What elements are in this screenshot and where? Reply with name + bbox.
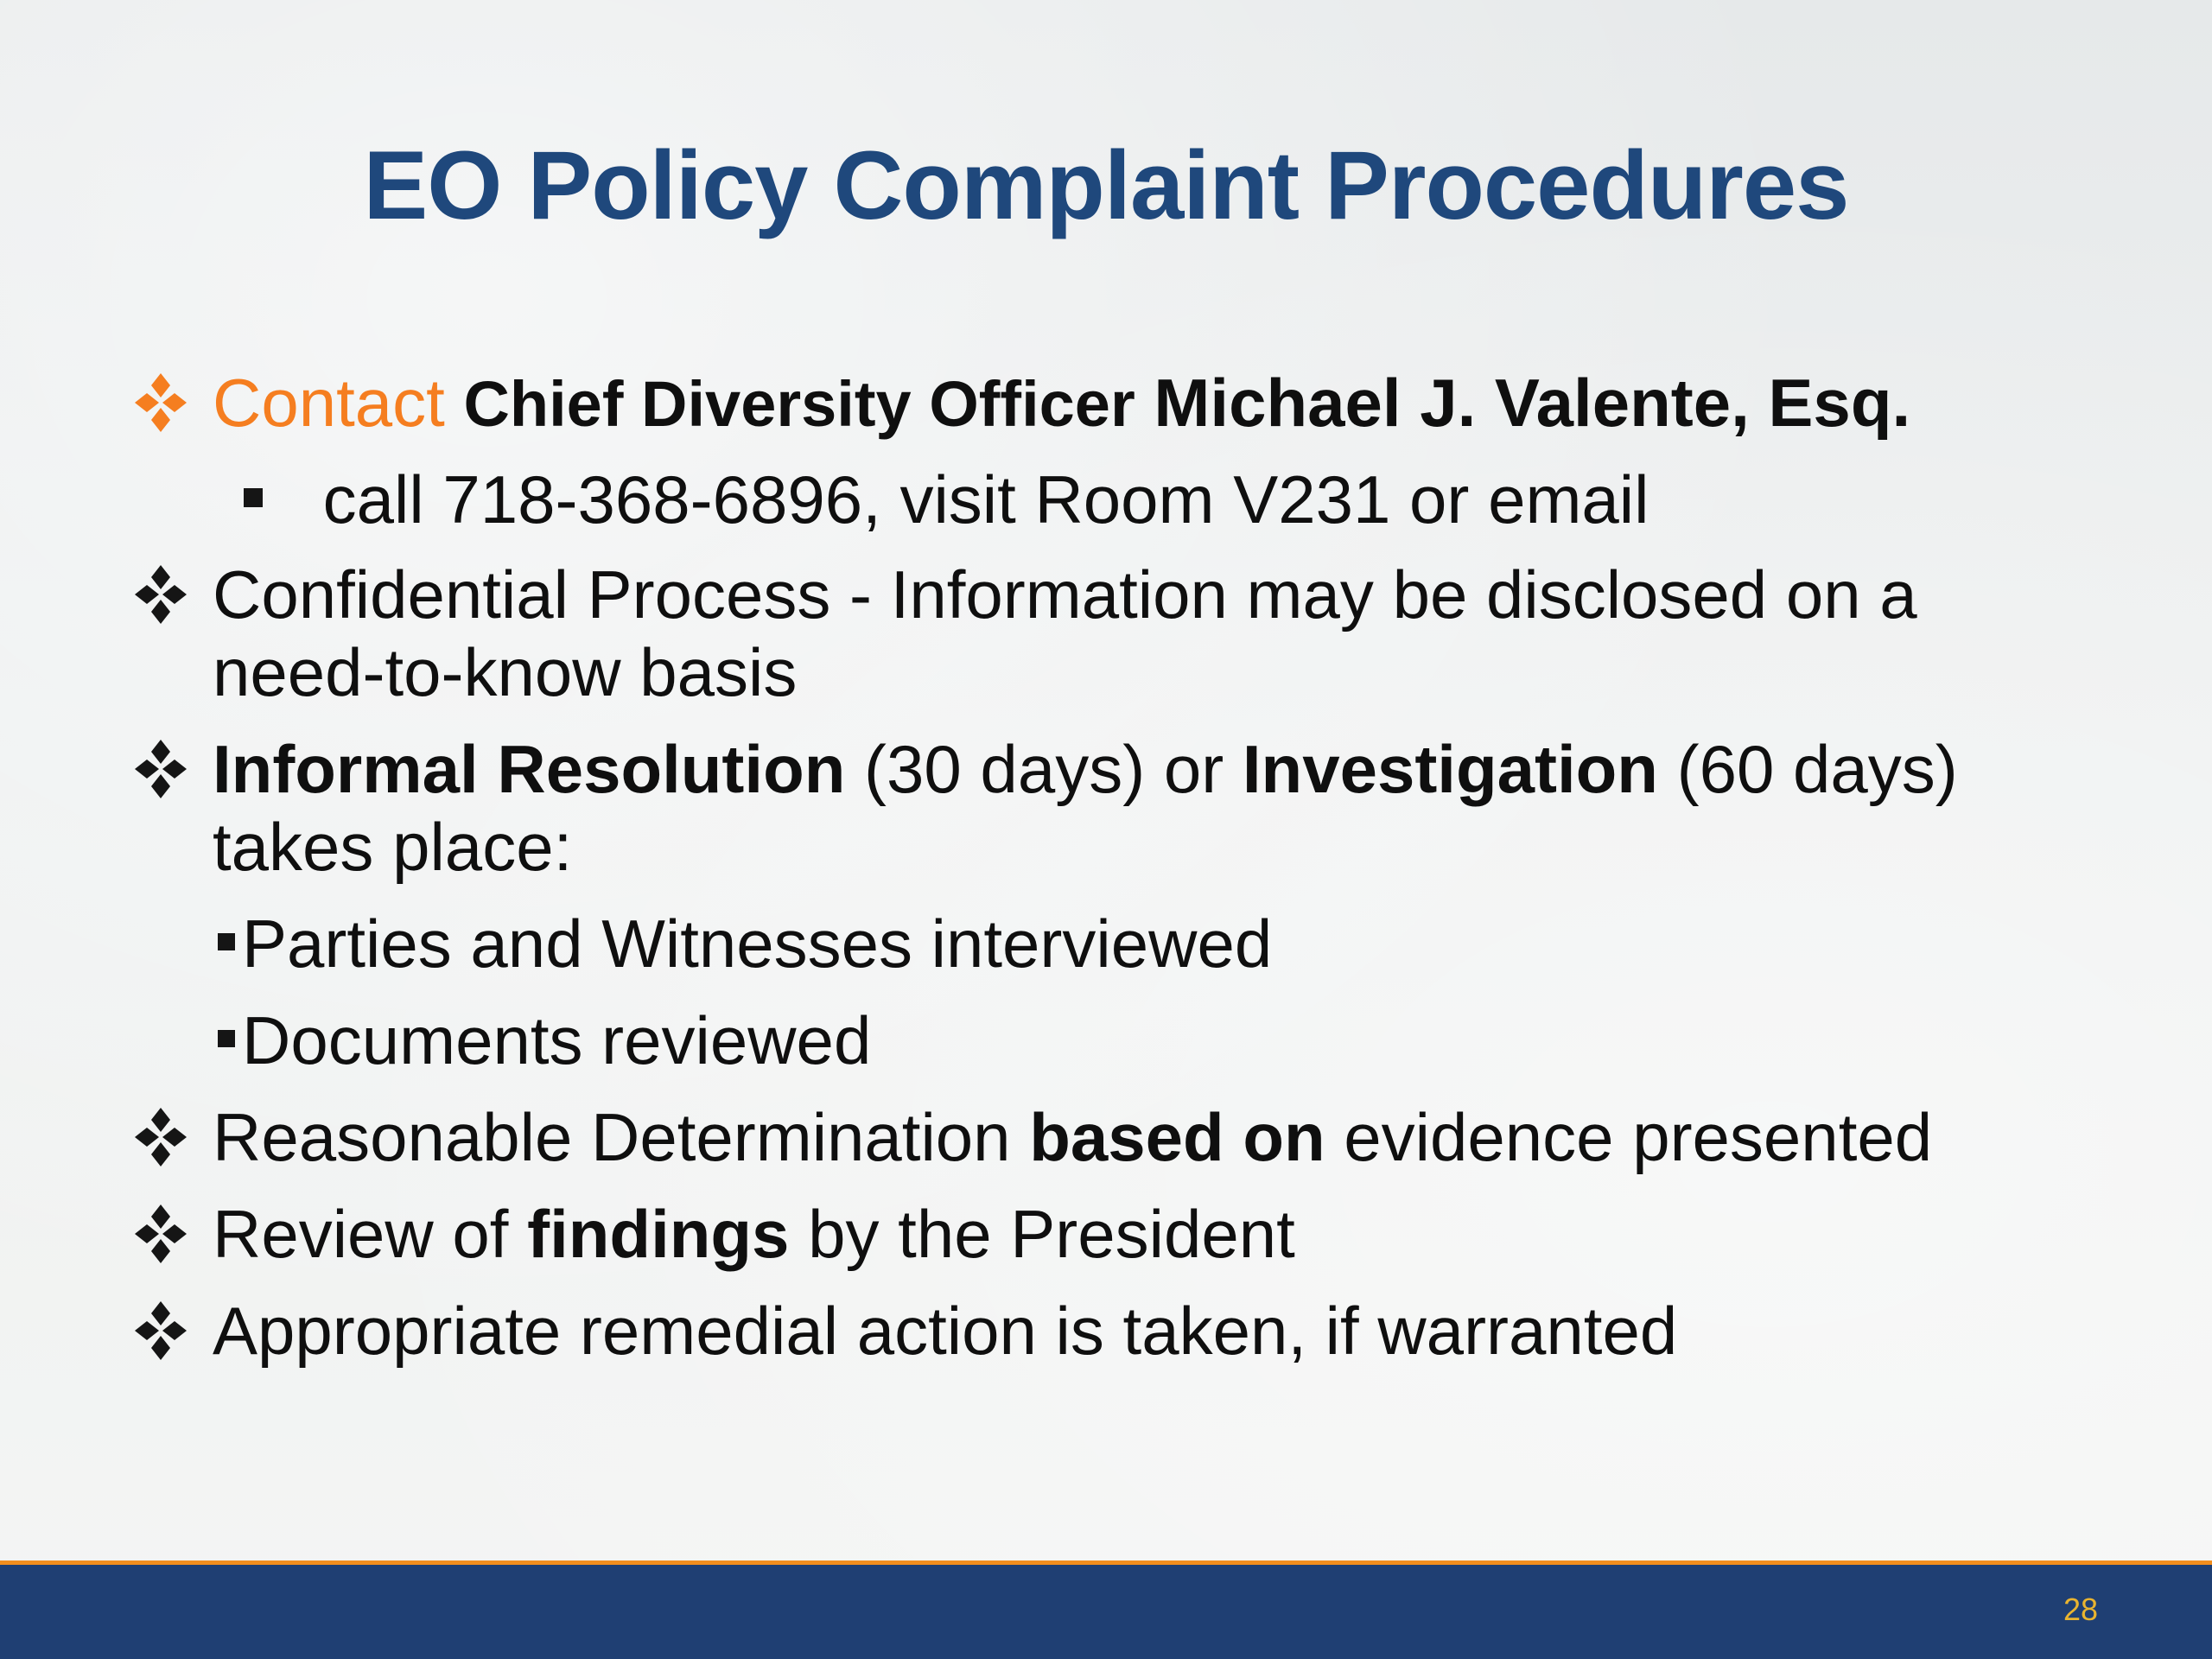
documents-text: Documents reviewed [242, 1002, 872, 1078]
four-diamond-icon [130, 368, 192, 437]
determination-post: evidence presented [1325, 1099, 1933, 1175]
four-diamond-icon [130, 1199, 192, 1268]
four-diamond-icon [130, 734, 192, 804]
confidential-line2: need-to-know basis [213, 634, 798, 710]
informal-resolution: Informal Resolution [213, 731, 846, 807]
contact-details: call 718-368-6896, visit Room V231 or email [322, 461, 1649, 537]
sub-bullet-contact [244, 460, 2100, 539]
parties-text: Parties and Witnesses interviewed [242, 906, 1273, 982]
slide-title: EO Policy Complaint Procedures [363, 131, 1849, 239]
bullet-review [130, 1194, 2100, 1274]
informal-days: (30 days) or [845, 731, 1243, 807]
remedial-text: Appropriate remedial action is taken, if warranted [213, 1293, 1678, 1369]
bullet-remedial [130, 1291, 2100, 1370]
determination-pre: Reasonable Determination [213, 1099, 1030, 1175]
sub-bullet-parties [218, 904, 2100, 983]
four-diamond-icon [130, 1296, 192, 1365]
determination-bold: based on [1029, 1099, 1325, 1175]
page-number: 28 [2063, 1592, 2098, 1627]
bullet-determination [130, 1097, 2100, 1177]
square-bullet-icon [244, 488, 263, 507]
review-pre: Review of [213, 1196, 528, 1272]
sub-bullet-documents [218, 1001, 2100, 1080]
review-post: by the President [789, 1196, 1295, 1272]
contact-officer: Chief Diversity Officer [463, 368, 1135, 440]
four-diamond-icon [130, 1103, 192, 1172]
investigation-days: (60 days) [1657, 731, 1958, 807]
review-bold: findings [527, 1196, 790, 1272]
investigation: Investigation [1242, 731, 1658, 807]
confidential-line1: Confidential Process - Information may be disclosed on a [213, 556, 1917, 632]
resolution-line2: takes place: [213, 809, 573, 885]
four-diamond-icon [130, 560, 192, 629]
contact-lead: Contact [213, 365, 445, 441]
bullet-list [130, 363, 2100, 1370]
bullet-contact [130, 363, 2100, 444]
square-bullet-icon [218, 1030, 235, 1047]
contact-name: Michael J. Valente, Esq. [1154, 365, 1911, 441]
bullet-confidential [130, 555, 2100, 710]
square-bullet-icon [218, 933, 235, 950]
bullet-resolution [130, 729, 2100, 885]
footer-bar [0, 1565, 2212, 1659]
